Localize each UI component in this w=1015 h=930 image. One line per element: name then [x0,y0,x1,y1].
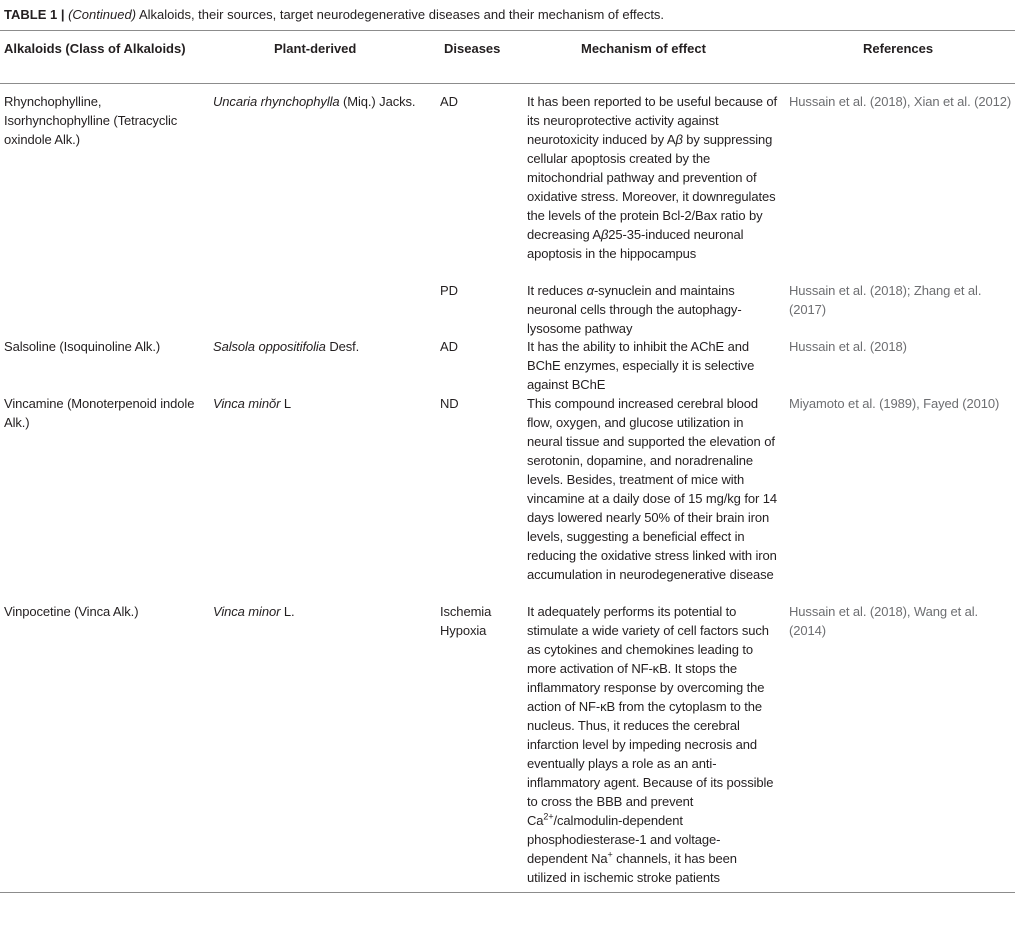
row5-plant [213,602,435,621]
row1-plant-authority: (Miq.) Jacks. [343,94,416,109]
superscript: 2+ [543,811,554,822]
row1-alkaloid: Rhynchophylline, Isorhynchophylline (Tetracyclic oxindole Alk.) [4,94,178,147]
header-diseases: Diseases [444,41,501,56]
row1-plant [213,92,435,111]
row1-mechanism [527,92,777,263]
row1-mechanism-part: by suppressing cellular apoptosis created by the mitochondrial pathway and prevention of oxidative stress. Moreover, it downregulates the levels of the protein Bcl-2/Bax ratio by decreasing A [527,132,776,242]
row5-mechanism-part: channels, it has been utilized in ischemic stroke patients [527,851,737,885]
row4-plant-authority: L [283,396,291,411]
beta-symbol: β [675,132,683,147]
row3-plant-species: Salsola oppositifolia [213,339,326,354]
row2-disease: PD [440,283,458,298]
row1-plant-species: Uncaria rhynchophylla [213,94,340,109]
table-caption [4,7,664,23]
row2-mechanism [527,281,777,338]
header-plant: Plant-derived [274,41,357,56]
row4-disease: ND [440,396,459,411]
row4-references: Miyamoto et al. (1989), Fayed (2010) [789,396,1000,411]
row5-mechanism [527,602,777,887]
top-rule [0,30,1015,31]
row1-mechanism-part: 25-35-induced neuronal apoptosis in the hippocampus [527,227,744,261]
row3-references: Hussain et al. (2018) [789,339,907,354]
row5-plant-authority: L. [283,604,295,619]
header-alkaloids: Alkaloids (Class of Alkaloids) [4,41,186,56]
row2-mechanism-part: It reduces [527,283,587,298]
beta-symbol: β [600,227,609,242]
row5-alkaloid: Vinpocetine (Vinca Alk.) [4,604,139,619]
row1-references: Hussain et al. (2018), Xian et al. (2012) [789,94,1012,109]
row3-plant-authority: Desf. [329,339,360,354]
bottom-rule [0,892,1015,893]
row3-plant [213,337,435,356]
alpha-symbol: α [586,283,594,298]
caption-text: Alkaloids, their sources, target neurodegenerative diseases and their mechanism of effects. [138,7,665,22]
row2-references: Hussain et al. (2018); Zhang et al. (2017) [789,283,982,317]
row4-alkaloid: Vincamine (Monoterpenoid indole Alk.) [4,396,195,430]
row5-disease [440,602,520,640]
superscript: + [607,849,613,860]
row4-plant [213,394,435,413]
row1-disease: AD [440,94,458,109]
row5-disease-2: Hypoxia [440,623,487,638]
row5-references: Hussain et al. (2018), Wang et al. (2014) [789,604,979,638]
row4-plant-species: Vinca minŏr [213,396,281,411]
header-references: References [863,41,934,56]
row3-mechanism: It has the ability to inhibit the AChE and BChE enzymes, especially it is selective against BChE [527,339,755,392]
row1-mechanism-part: It has been reported to be useful because of its neuroprotective activity against neurotoxicity induced by A [527,94,778,147]
row5-plant-species: Vinca minor [213,604,281,619]
row4-mechanism: This compound increased cerebral blood flow, oxygen, and glucose utilization in neural tissue and supported the elevation of serotonin, dopamine, and noradrenaline levels. Besides, treatment of mice with vincamine at a daily dose of 15 mg/kg for 14 days lowered nearly 50% of their brain iron levels, suggesting a beneficial effect in reducing the oxidative stress linked with iron accumulation in neurodegenerative disease [527,396,777,582]
row2-mechanism-part: -synuclein and maintains neuronal cells through the autophagy-lysosome pathway [527,283,742,336]
row3-alkaloid: Salsoline (Isoquinoline Alk.) [4,339,161,354]
continued-label: (Continued) [68,7,137,22]
table-label: TABLE 1 | [4,7,65,22]
row5-mechanism-part: /calmodulin-dependent phosphodiesterase-1 and voltage-dependent Na [527,813,721,866]
row3-disease: AD [440,339,458,354]
row5-mechanism-part: It adequately performs its potential to stimulate a wide variety of cell factors such as cytokines and chemokines leading to more activation of NF-κB. It stops the inflammatory response by overcoming the action of NF-κB from the cytoplasm to the nucleus. Thus, it reduces the cerebral infarction level by impeding necrosis and eventually plays a role as an anti-inflammatory agent. Because of its possible to cross the BBB and prevent Ca [527,604,774,828]
row5-disease-1: Ischemia [440,604,492,619]
header-mechanism: Mechanism of effect [581,41,706,56]
header-rule [0,83,1015,84]
